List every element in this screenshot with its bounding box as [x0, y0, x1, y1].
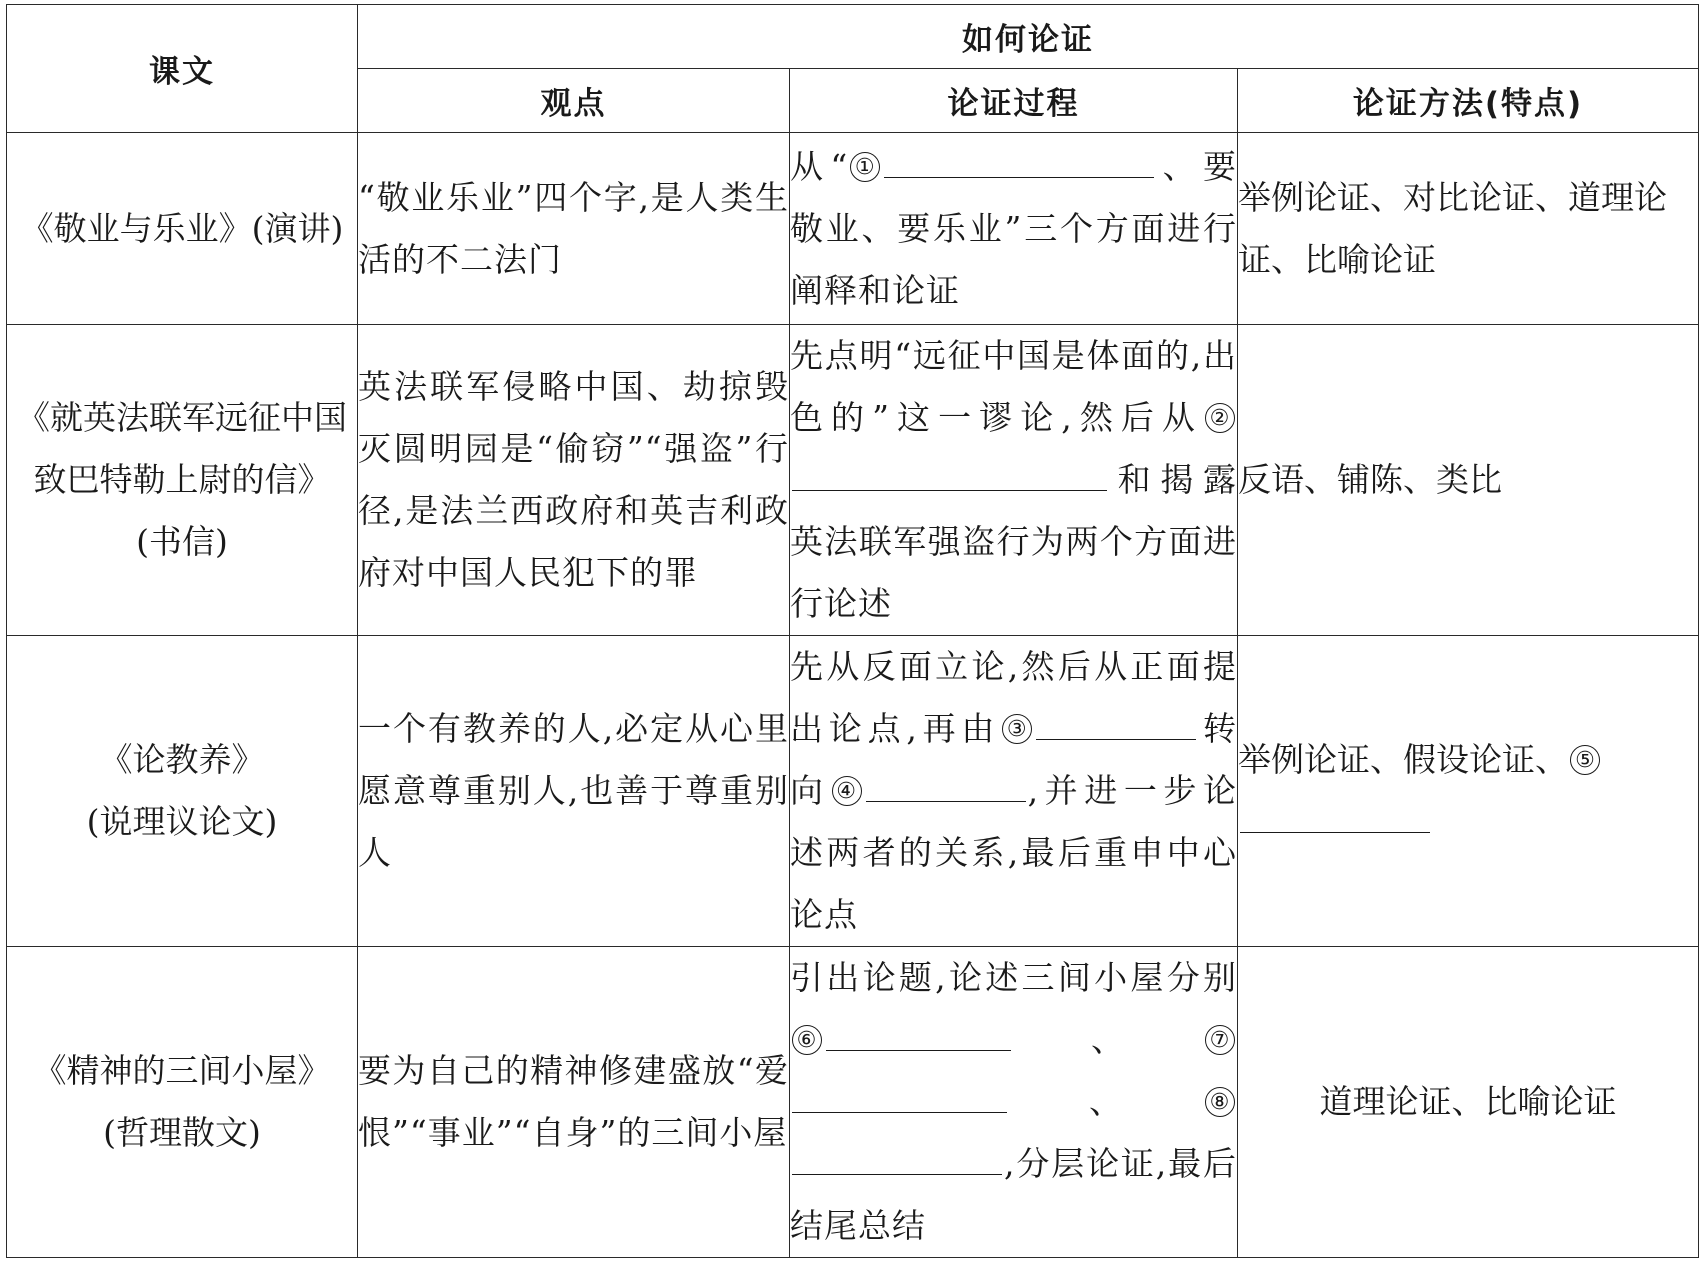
blank-marker-7: ⑦	[1205, 1025, 1235, 1055]
separator: 、	[1013, 1020, 1203, 1059]
method-text: 道理论证、比喻论证	[1319, 1082, 1617, 1121]
fill-blank-3[interactable]	[1036, 699, 1196, 740]
fill-blank-1[interactable]	[884, 137, 1154, 178]
process-text: ,分层论证,最后结尾总结	[790, 1144, 1237, 1245]
method-text: 举例论证、对比论证、道理论证、比喻论证	[1238, 177, 1667, 279]
argument-analysis-table	[6, 4, 1699, 1258]
blank-marker-5: ⑤	[1570, 745, 1600, 775]
text-title-cell	[7, 636, 358, 947]
header-text-column: 课文	[7, 5, 358, 133]
viewpoint-text: 要为自己的精神修建盛放“爱恨”“事业”“自身”的三间小屋	[358, 1051, 789, 1152]
header-viewpoint: 观点	[358, 69, 790, 133]
text-title-cell	[7, 325, 358, 636]
text-title: 《就英法联军远征中国	[17, 398, 347, 437]
viewpoint-text: 一个有教养的人,必定从心里愿意尊重别人,也善于尊重别人	[358, 709, 789, 872]
table-row	[7, 133, 1699, 325]
process-text: 引出论题,论述三间小屋分别	[790, 958, 1237, 997]
method-cell	[1238, 133, 1699, 325]
header-row-top	[7, 5, 1699, 69]
table-row	[7, 636, 1699, 947]
viewpoint-cell	[358, 325, 790, 636]
process-text: 转向	[790, 709, 1238, 810]
text-title-cell	[7, 947, 358, 1258]
viewpoint-cell	[358, 947, 790, 1258]
text-title-cell	[7, 133, 358, 325]
process-text: ,并进一步论述两者的关系,最后重申中心论点	[790, 771, 1238, 934]
fill-blank-2[interactable]	[792, 450, 1107, 491]
fill-blank-4[interactable]	[866, 761, 1026, 802]
method-cell	[1238, 636, 1699, 947]
process-text: 先从反面立论,然后从正面提出论点,再由	[790, 647, 1237, 748]
blank-marker-6: ⑥	[792, 1025, 822, 1055]
blank-marker-8: ⑧	[1205, 1087, 1235, 1117]
viewpoint-text: 英法联军侵略中国、劫掠毁灭圆明园是“偷窃”“强盗”行径,是法兰西政府和英吉利政府对中国人民犯下的罪	[358, 367, 789, 592]
fill-blank-5[interactable]	[1240, 792, 1430, 833]
text-title: 《敬业与乐业》(演讲)	[20, 208, 344, 248]
process-cell	[790, 133, 1238, 325]
process-text: 、要敬业、要乐业”三个方面进行阐释和论证	[790, 146, 1237, 310]
header-argument-method: 论证方法(特点)	[1238, 69, 1699, 133]
separator: 、	[1009, 1082, 1203, 1121]
text-genre: (说理议论文)	[86, 802, 278, 841]
table-row	[7, 325, 1699, 636]
table-row	[7, 947, 1699, 1258]
method-cell	[1238, 325, 1699, 636]
process-cell	[790, 947, 1238, 1258]
header-argument-process: 论证过程	[790, 69, 1238, 133]
blank-marker-3: ③	[1002, 714, 1032, 744]
process-cell	[790, 325, 1238, 636]
process-text: 从“	[790, 146, 849, 186]
text-genre: (哲理散文)	[103, 1113, 261, 1152]
blank-marker-1: ①	[850, 152, 880, 182]
viewpoint-text: “敬业乐业”四个字,是人类生活的不二法门	[358, 177, 789, 279]
fill-blank-6[interactable]	[826, 1010, 1011, 1051]
text-title: 《精神的三间小屋》	[33, 1051, 331, 1090]
blank-marker-4: ④	[832, 776, 862, 806]
viewpoint-cell	[358, 636, 790, 947]
viewpoint-cell	[358, 133, 790, 325]
process-cell	[790, 636, 1238, 947]
process-text: 先点明“远征中国是体面的,出色的”这一谬论,然后从	[790, 336, 1237, 437]
process-text: 和揭露英法联军强盗行为两个方面进行论述	[790, 460, 1237, 623]
blank-marker-2: ②	[1205, 403, 1235, 433]
method-cell	[1238, 947, 1699, 1258]
text-title: 《论教养》	[99, 740, 265, 779]
header-how-to-argue: 如何论证	[358, 5, 1699, 69]
fill-blank-7[interactable]	[792, 1072, 1007, 1113]
text-genre: (书信)	[136, 522, 228, 561]
text-title: 致巴特勒上尉的信》	[33, 460, 331, 499]
method-text: 举例论证、假设论证、	[1238, 740, 1568, 779]
fill-blank-8[interactable]	[792, 1134, 1002, 1175]
method-text: 反语、铺陈、类比	[1238, 460, 1502, 499]
